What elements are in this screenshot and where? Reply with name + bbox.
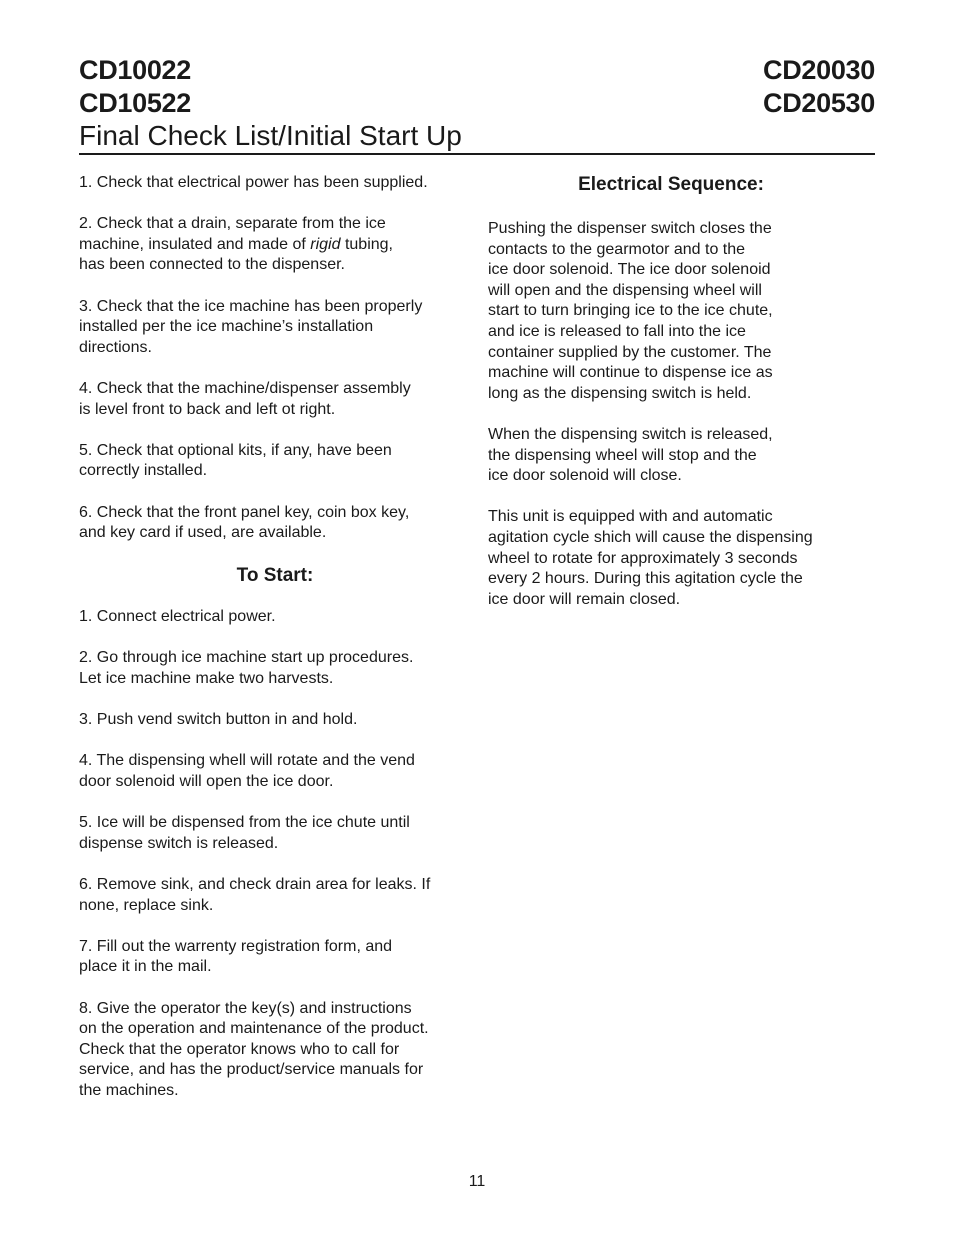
emphasis-text: rigid bbox=[310, 235, 341, 253]
checklist-item: 3. Check that the ice machine has been properly installed per the ice machine’s installation directions. bbox=[79, 297, 423, 356]
left-column bbox=[79, 173, 471, 1122]
start-step: 2. Go through ice machine start up procedures. Let ice machine make two harvests. bbox=[79, 649, 414, 688]
model-number: CD20530 bbox=[763, 88, 875, 118]
model-numbers-right bbox=[763, 54, 875, 120]
to-start-heading: To Start: bbox=[236, 565, 314, 587]
start-step: 6. Remove sink, and check drain area for leaks. If none, replace sink. bbox=[79, 876, 431, 914]
checklist-item bbox=[79, 214, 471, 276]
start-step: 1. Connect electrical power. bbox=[79, 608, 276, 626]
model-number: CD10022 bbox=[79, 55, 191, 85]
model-number: CD20030 bbox=[763, 55, 875, 85]
checklist-item-text: 2. Check that a drain, separate from the ice machine, insulated and made of bbox=[79, 215, 386, 253]
start-step: 8. Give the operator the key(s) and instructions on the operation and maintenance of the product. Check that the operator knows who to call for service, and has the product/service manuals for the machines. bbox=[79, 999, 429, 1099]
final-check-list bbox=[79, 173, 471, 544]
header-divider bbox=[79, 153, 875, 155]
model-number: CD10522 bbox=[79, 88, 191, 118]
checklist-item: 6. Check that the front panel key, coin box key, and key card if used, are available. bbox=[79, 503, 410, 542]
start-step: 3. Push vend switch button in and hold. bbox=[79, 711, 358, 729]
start-step: 5. Ice will be dispensed from the ice chute until dispense switch is released. bbox=[79, 814, 410, 852]
electrical-sequence-paragraph: This unit is equipped with and automatic agitation cycle shich will cause the dispensing wheel to rotate for approximately 3 seconds every 2 hours. During this agitation cycle the ice door will remain closed. bbox=[488, 508, 813, 608]
model-numbers-left bbox=[79, 54, 191, 120]
electrical-sequence-heading: Electrical Sequence: bbox=[578, 174, 764, 195]
checklist-item: 5. Check that optional kits, if any, have been correctly installed. bbox=[79, 441, 392, 480]
checklist-item: 4. Check that the machine/dispenser assembly is level front to back and left ot right. bbox=[79, 379, 411, 418]
right-column bbox=[488, 173, 854, 631]
electrical-sequence-paragraph: Pushing the dispenser switch closes the contacts to the gearmotor and to the ice door solenoid. The ice door solenoid will open and the dispensing wheel will start to turn bringing ice to the ice chute, and ice is released to fall into the ice container supplied by the customer. The machine will continue to dispense ice as long as the dispensing switch is held. bbox=[488, 220, 773, 402]
checklist-item-text: tubing, has been connected to the dispenser. bbox=[79, 235, 393, 274]
checklist-item: 1. Check that electrical power has been supplied. bbox=[79, 174, 428, 191]
start-step: 4. The dispensing whell will rotate and the vend door solenoid will open the ice door. bbox=[79, 752, 415, 791]
electrical-sequence-paragraph: When the dispensing switch is released, the dispensing wheel will stop and the ice door solenoid will close. bbox=[488, 425, 773, 485]
to-start-list bbox=[79, 607, 471, 1101]
start-step: 7. Fill out the warrenty registration form, and place it in the mail. bbox=[79, 937, 393, 976]
page-title: Final Check List/Initial Start Up bbox=[79, 120, 462, 151]
page-number: 11 bbox=[468, 1173, 486, 1190]
